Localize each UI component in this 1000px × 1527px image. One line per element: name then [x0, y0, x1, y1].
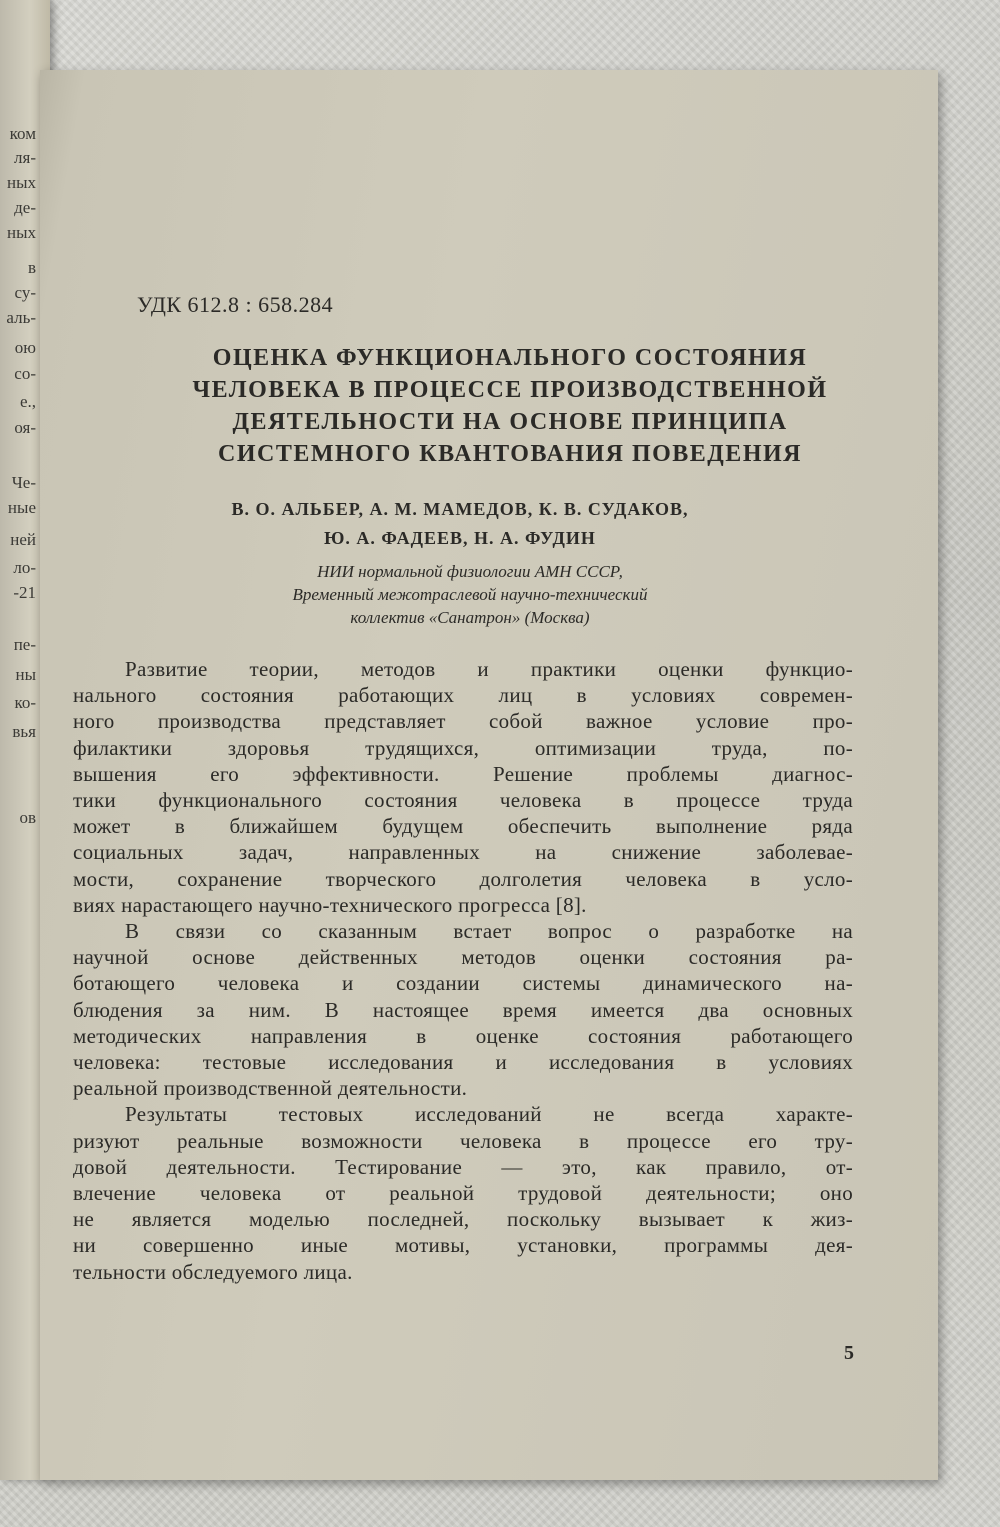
left-page-fragment: ою	[14, 338, 36, 357]
article-body	[73, 656, 853, 1285]
body-line: влечение человека от реальной трудовой деятельности; оно	[73, 1181, 853, 1206]
title-line: ЧЕЛОВЕКА В ПРОЦЕССЕ ПРОИЗВОДСТВЕННОЙ	[192, 377, 828, 403]
left-page-fragment: су-	[14, 283, 36, 302]
left-page-fragment: Че-	[11, 473, 36, 492]
body-line: виях нарастающего научно-технического прогресса [8].	[73, 892, 587, 917]
body-line: вышения его эффективности. Решение проблемы диагнос-	[73, 761, 853, 786]
body-line: научной основе действенных методов оценки состояния ра-	[73, 945, 853, 970]
left-page-fragment: ны	[15, 665, 36, 684]
affiliation-line: Временный межотраслевой научно-технический	[292, 585, 648, 604]
left-page-fragment: е.,	[19, 392, 36, 411]
page-number: 5	[844, 1342, 854, 1364]
body-line: довой деятельности. Тестирование — это, как правило, от-	[73, 1154, 853, 1179]
left-page-fragment: -21	[13, 583, 36, 602]
left-page-fragment: оя-	[14, 418, 36, 437]
body-line: ного производства представляет собой важное условие про-	[73, 709, 853, 734]
body-line: блюдения за ним. В настоящее время имеется два основных	[73, 997, 853, 1022]
left-page-fragment: ные	[7, 498, 36, 517]
article-title	[100, 342, 920, 470]
title-line: СИСТЕМНОГО КВАНТОВАНИЯ ПОВЕДЕНИЯ	[218, 441, 802, 467]
affiliation-line: коллектив «Санатрон» (Москва)	[350, 608, 590, 627]
body-line: человека: тестовые исследования и исследования в условиях	[73, 1050, 853, 1075]
authors-line: Ю. А. ФАДЕЕВ, Н. А. ФУДИН	[324, 528, 596, 548]
body-line: Развитие теории, методов и практики оценки функцио-	[125, 657, 853, 681]
authors-line: В. О. АЛЬБЕР, А. М. МАМЕДОВ, К. В. СУДАКОВ,	[231, 499, 689, 519]
affiliation	[190, 560, 750, 629]
affiliation-line: НИИ нормальной физиологии АМН СССР,	[317, 562, 623, 581]
body-line: ни совершенно иные мотивы, установки, программы дея-	[73, 1233, 853, 1258]
left-page-fragment: ных	[6, 173, 36, 192]
book-page	[40, 70, 938, 1480]
left-page-fragment: ов	[19, 808, 36, 827]
left-page-fragment: в	[27, 258, 36, 277]
left-page-fragment: ло-	[13, 558, 36, 577]
body-line: филактики здоровья трудящихся, оптимизации труда, по-	[73, 735, 853, 760]
left-page-fragment: аль-	[6, 308, 36, 327]
left-page-fragment: ля-	[14, 148, 36, 167]
body-line: Результаты тестовых исследований не всегда характе-	[125, 1102, 853, 1127]
left-page-fragment: пе-	[13, 635, 36, 654]
body-line: тельности обследуемого лица.	[73, 1259, 353, 1284]
body-line: социальных задач, направленных на снижение заболевае-	[73, 840, 853, 865]
left-page-fragment: ных	[6, 223, 36, 242]
title-line: ОЦЕНКА ФУНКЦИОНАЛЬНОГО СОСТОЯНИЯ	[212, 345, 808, 371]
left-page-fragment: ко-	[14, 693, 36, 712]
body-line: не является моделью последней, поскольку вызывает к жиз-	[73, 1207, 853, 1232]
body-line: В связи со сказанным встает вопрос о разработке на	[125, 919, 853, 944]
left-page-fragment: ком	[9, 124, 36, 143]
authors	[160, 495, 760, 553]
left-page-fragment: де-	[14, 198, 36, 217]
body-line: тики функционального состояния человека в процессе труда	[73, 788, 853, 813]
body-line: может в ближайшем будущем обеспечить выполнение ряда	[73, 814, 853, 839]
left-page-fragment: со-	[14, 364, 36, 383]
body-line: реальной производственной деятельности.	[73, 1076, 468, 1101]
title-line: ДЕЯТЕЛЬНОСТИ НА ОСНОВЕ ПРИНЦИПА	[232, 409, 788, 435]
body-line: нального состояния работающих лиц в условиях современ-	[73, 683, 853, 708]
udk-code: УДК 612.8 : 658.284	[137, 292, 334, 317]
left-page-fragment: ней	[10, 530, 36, 549]
body-line: мости, сохранение творческого долголетия человека в усло-	[73, 866, 853, 891]
body-line: ботающего человека и создании системы динамического на-	[73, 971, 853, 996]
left-page-fragment: вья	[12, 722, 36, 741]
body-line: ризуют реальные возможности человека в процессе его тру-	[73, 1128, 853, 1153]
body-line: методических направления в оценке состояния работающего	[73, 1023, 853, 1048]
